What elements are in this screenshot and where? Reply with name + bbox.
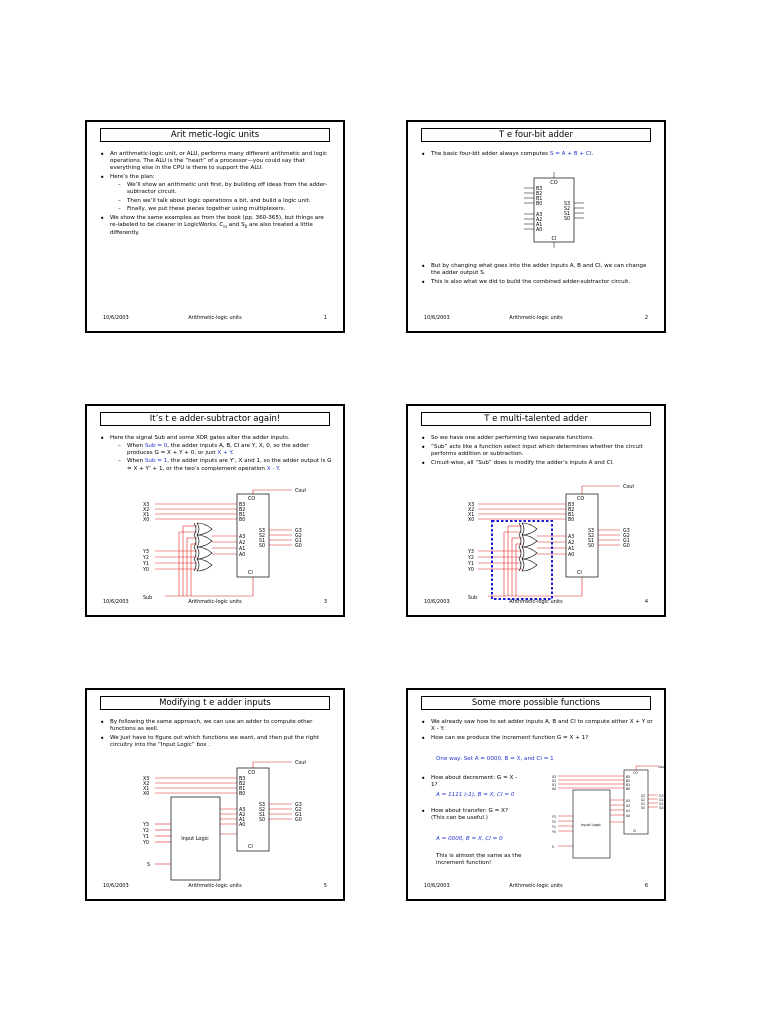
svg-text:Y1: Y1: [468, 562, 474, 567]
co-label: CO: [550, 180, 558, 186]
slide-3: [85, 404, 345, 617]
svg-text:Y3: Y3: [143, 823, 149, 828]
svg-text:S1: S1: [259, 813, 266, 818]
svg-text:CO: CO: [577, 497, 585, 502]
bullet: • Circuit-wise, all “Sub” does is modify the adder’s inputs A and CI.: [420, 460, 654, 467]
slide-footer: [87, 882, 343, 891]
svg-text:X1: X1: [552, 783, 557, 787]
svg-text:X0: X0: [143, 518, 150, 523]
svg-text:S2: S2: [588, 534, 595, 539]
footer-title: Arithmetic-logic units: [188, 883, 242, 889]
bullet: • Here’s the plan: – We’ll show an arithmetic unit first, by building off ideas from the adder-subtractor circuit. – Then we’ll talk about logic operations a bit, and build a logic unit. – Finally, we put these pieces together using multiplexers.: [99, 174, 333, 213]
transfer-answer: A = 0000, B = X, CI = 0: [436, 836, 503, 842]
svg-text:G3: G3: [295, 803, 302, 808]
svg-text:S0: S0: [641, 806, 646, 810]
svg-text:CO: CO: [248, 771, 256, 776]
four-bit-adder-diagram: [408, 172, 668, 252]
svg-text:Y2: Y2: [143, 829, 149, 834]
svg-text:A2: A2: [239, 813, 246, 818]
svg-text:CI: CI: [248, 571, 253, 576]
svg-text:X1: X1: [143, 513, 150, 518]
footer-title: Arithmetic-logic units: [188, 599, 242, 605]
bullet-list: [420, 263, 654, 288]
page-number: 2: [644, 315, 648, 321]
svg-text:G1: G1: [295, 813, 302, 818]
svg-text:Cout: Cout: [623, 485, 635, 490]
svg-text:Y0: Y0: [468, 568, 474, 573]
svg-text:G2: G2: [295, 534, 302, 539]
input-logic-highlight: [492, 521, 552, 599]
svg-text:Y2: Y2: [143, 556, 149, 561]
page-number: 3: [323, 599, 327, 605]
page-number: 5: [323, 883, 327, 889]
svg-text:S0: S0: [588, 544, 595, 549]
svg-text:A3: A3: [626, 799, 631, 803]
svg-text:A1: A1: [536, 223, 543, 228]
svg-text:G1: G1: [659, 802, 664, 806]
svg-text:A3: A3: [239, 808, 246, 813]
slide-2: [406, 120, 666, 333]
svg-text:A0: A0: [239, 823, 246, 828]
input-logic-diagram: [87, 756, 347, 896]
slide-footer: [408, 598, 664, 607]
svg-text:B3: B3: [626, 775, 631, 779]
svg-text:Sub: Sub: [468, 596, 478, 601]
svg-text:Y0: Y0: [143, 841, 149, 846]
svg-text:S0: S0: [259, 544, 266, 549]
footer-date: 10/6/2003: [103, 315, 129, 321]
ci-label: CI: [551, 236, 557, 242]
svg-text:Y3: Y3: [143, 550, 149, 555]
slide-footer: [87, 598, 343, 607]
svg-text:B0: B0: [626, 787, 631, 791]
slide-5: [85, 688, 345, 901]
svg-text:S1: S1: [564, 212, 571, 217]
bullet: • By following the same approach, we can use an adder to compute other functions as well.: [99, 719, 333, 733]
footer-date: 10/6/2003: [424, 315, 450, 321]
svg-text:S3: S3: [564, 202, 571, 207]
svg-text:S0: S0: [259, 818, 266, 823]
svg-text:X0: X0: [468, 518, 475, 523]
bullet-list: [420, 719, 654, 744]
slide-6: [406, 688, 666, 901]
sub-bullet: – Then we’ll talk about logic operations a bit, and build a logic unit.: [110, 198, 333, 205]
page-number: 4: [644, 599, 648, 605]
footer-title: Arithmetic-logic units: [188, 315, 242, 321]
bullet: • So we have one adder performing two separate functions.: [420, 435, 654, 442]
svg-text:A2: A2: [626, 804, 631, 808]
svg-text:G3: G3: [295, 529, 302, 534]
footer-date: 10/6/2003: [103, 883, 129, 889]
sub-bullet: – When Sub = 0, the adder inputs A, B, CI are Y, X, 0, so the adder produces G = X + Y + 0, or just X + Y.: [110, 443, 333, 457]
slide-title: T e four-bit adder: [421, 128, 651, 142]
decrement-answer: A = 1111 (-1), B = X, CI = 0: [436, 792, 515, 798]
svg-text:S1: S1: [588, 539, 595, 544]
bullet-list: [420, 151, 654, 160]
svg-text:CO: CO: [633, 771, 638, 775]
svg-text:S: S: [552, 845, 555, 849]
svg-text:B1: B1: [626, 783, 631, 787]
sub-bullet: – Finally, we put these pieces together using multiplexers.: [110, 206, 333, 213]
svg-text:CI: CI: [633, 829, 637, 833]
svg-text:B1: B1: [239, 787, 246, 792]
svg-text:Y2: Y2: [468, 556, 474, 561]
slide-footer: [408, 882, 664, 891]
bullet: • How about decrement: G = X - 1?: [420, 775, 524, 789]
svg-text:Y3: Y3: [552, 815, 556, 819]
svg-text:B3: B3: [239, 503, 246, 508]
bullet-list: [99, 151, 333, 239]
svg-text:B3: B3: [239, 777, 246, 782]
svg-text:G0: G0: [295, 818, 302, 823]
multi-talented-adder-diagram: [408, 478, 668, 613]
svg-text:Y1: Y1: [143, 835, 149, 840]
svg-text:X3: X3: [552, 775, 557, 779]
svg-text:X2: X2: [468, 508, 475, 513]
svg-text:S3: S3: [259, 803, 266, 808]
svg-text:A0: A0: [536, 228, 543, 233]
svg-text:X0: X0: [552, 787, 557, 791]
slide-title: Some more possible functions: [421, 696, 651, 710]
bullet: • The basic four-bit adder always computes S = A + B + CI.: [420, 151, 654, 158]
footer-date: 10/6/2003: [103, 599, 129, 605]
bullet: • We already saw how to set adder inputs A, B and CI to compute either X + Y or X - Y.: [420, 719, 654, 733]
sub-bullet: – When Sub = 1, the adder inputs are Y’, X and 1, so the adder output is G = X + Y’ + 1, or the two’s complement operation X - Y.: [110, 458, 333, 472]
svg-text:G1: G1: [623, 539, 630, 544]
footer-date: 10/6/2003: [424, 883, 450, 889]
svg-text:G0: G0: [659, 806, 664, 810]
bullet: • Here the signal Sub and some XOR gates alter the adder inputs. – When Sub = 0, the adder inputs A, B, CI are Y, X, 0, so the adder produces G = X + Y + 0, or just X + Y. – When Sub = 1, the adder inputs are Y’, X and 1, so the adder output is G = X + Y’ + 1, or the two’s complement operation X - Y.: [99, 435, 333, 473]
svg-text:S3: S3: [259, 529, 266, 534]
svg-text:Sub: Sub: [143, 596, 153, 601]
slide-title: It’s t e adder-subtractor again!: [100, 412, 330, 426]
svg-text:B0: B0: [239, 792, 246, 797]
bullet: • An arithmetic-logic unit, or ALU, performs many different arithmetic and logic operations. The ALU is the “heart” of a processor—you could say that everything else in the CPU is there to support the ALU.: [99, 151, 333, 173]
svg-text:Cout: Cout: [295, 761, 307, 766]
svg-text:Cout: Cout: [295, 489, 307, 494]
svg-text:B2: B2: [239, 508, 246, 513]
bullet-list: [99, 435, 333, 474]
svg-text:Y2: Y2: [552, 820, 556, 824]
svg-text:Y1: Y1: [143, 562, 149, 567]
svg-text:S2: S2: [259, 808, 266, 813]
svg-text:B1: B1: [239, 513, 246, 518]
slide-title: Modifying t e adder inputs: [100, 696, 330, 710]
svg-text:B3: B3: [536, 187, 543, 192]
bullet: • We show the same examples as from the book (pp. 360-365), but things are re-labeled to be clearer in LogicWorks. $C_{in}$ and $S_0$ are also treated a little differently.: [99, 215, 333, 238]
svg-text:B1: B1: [536, 197, 543, 202]
svg-text:B2: B2: [626, 779, 631, 783]
slide-1: [85, 120, 345, 333]
svg-text:CO: CO: [248, 497, 256, 502]
svg-text:CI: CI: [577, 571, 582, 576]
svg-text:B2: B2: [568, 508, 575, 513]
svg-text:CI: CI: [248, 845, 253, 850]
svg-text:B2: B2: [536, 192, 543, 197]
svg-text:S0: S0: [564, 217, 571, 222]
svg-text:A2: A2: [536, 218, 543, 223]
page-number: 6: [644, 883, 648, 889]
svg-text:S3: S3: [588, 529, 595, 534]
svg-text:G3: G3: [623, 529, 630, 534]
bullet: • We just have to figure out which functions we want, and then put the right circuitry into the “Input Logic” box .: [99, 735, 333, 749]
svg-text:A1: A1: [239, 547, 246, 552]
svg-text:B1: B1: [568, 513, 575, 518]
svg-text:A3: A3: [568, 535, 575, 540]
svg-text:G2: G2: [623, 534, 630, 539]
bullet-list: [420, 808, 524, 824]
slide-4: [406, 404, 666, 617]
input-logic-diagram-small: [538, 762, 668, 882]
footer-date: 10/6/2003: [424, 599, 450, 605]
footer-title: Arithmetic-logic units: [509, 315, 563, 321]
svg-text:B0: B0: [239, 518, 246, 523]
bullet: • How can we produce the increment function G = X + 1?: [420, 735, 654, 742]
footer-title: Arithmetic-logic units: [509, 883, 563, 889]
svg-text:A0: A0: [239, 553, 246, 558]
svg-text:S: S: [147, 863, 151, 868]
svg-text:A3: A3: [239, 535, 246, 540]
pin-labels: [142, 488, 306, 601]
svg-text:A2: A2: [239, 541, 246, 546]
adder-subtractor-diagram: [87, 478, 347, 613]
svg-text:B0: B0: [568, 518, 575, 523]
svg-text:B2: B2: [239, 782, 246, 787]
svg-text:Y3: Y3: [468, 550, 474, 555]
svg-text:Y0: Y0: [143, 568, 149, 573]
svg-text:G0: G0: [295, 544, 302, 549]
svg-text:A0: A0: [568, 553, 575, 558]
bullet: • This is also what we did to build the combined adder-subtractor circuit.: [420, 279, 654, 286]
bullet-list: [99, 719, 333, 751]
svg-text:A2: A2: [568, 541, 575, 546]
svg-text:X2: X2: [143, 508, 150, 513]
svg-text:S3: S3: [641, 794, 646, 798]
bullet-list: [420, 435, 654, 469]
svg-text:S2: S2: [564, 207, 571, 212]
svg-text:A0: A0: [626, 814, 631, 818]
svg-text:G2: G2: [295, 808, 302, 813]
slide-footer: [408, 314, 664, 323]
svg-text:X1: X1: [468, 513, 475, 518]
svg-text:S2: S2: [641, 798, 646, 802]
footer-title: Arithmetic-logic units: [509, 599, 563, 605]
bullet: • How about transfer: G = X? (This can be useful.): [420, 808, 524, 822]
sub-bullet: – We’ll show an arithmetic unit first, by building off ideas from the adder-subtractor circuit.: [110, 182, 333, 196]
svg-text:G0: G0: [623, 544, 630, 549]
sub-bullet-list: [110, 443, 333, 473]
transfer-note: This is almost the same as the increment function!: [436, 853, 522, 867]
svg-text:X0: X0: [143, 792, 150, 797]
svg-text:A1: A1: [239, 818, 246, 823]
svg-text:A1: A1: [568, 547, 575, 552]
svg-text:G1: G1: [295, 539, 302, 544]
increment-answer: One way: Set A = 0000, B = X, and CI = 1: [436, 756, 554, 762]
svg-text:Y0: Y0: [552, 830, 556, 834]
svg-text:Y1: Y1: [552, 825, 556, 829]
slide-title: T e multi-talented adder: [421, 412, 651, 426]
bullet: • But by changing what goes into the adder inputs A, B and CI, we can change the adder output S.: [420, 263, 654, 277]
svg-text:A3: A3: [536, 213, 543, 218]
svg-text:G2: G2: [659, 798, 664, 802]
svg-text:X2: X2: [143, 782, 150, 787]
slide-title: Arit metic-logic units: [100, 128, 330, 142]
svg-text:B0: B0: [536, 202, 543, 207]
slide-footer: [87, 314, 343, 323]
svg-text:X3: X3: [143, 777, 150, 782]
svg-text:B3: B3: [568, 503, 575, 508]
svg-text:Cout: Cout: [658, 765, 666, 769]
bullet: • “Sub” acts like a function select input which determines whether the circuit performs addition or subtraction.: [420, 444, 654, 458]
svg-text:X3: X3: [143, 503, 150, 508]
svg-text:G3: G3: [659, 794, 664, 798]
svg-text:X1: X1: [143, 787, 150, 792]
svg-text:S2: S2: [259, 534, 266, 539]
svg-text:X3: X3: [468, 503, 475, 508]
svg-text:S1: S1: [641, 802, 646, 806]
input-logic-label: Input Logic: [181, 836, 209, 842]
svg-text:A1: A1: [626, 809, 631, 813]
sub-bullet-list: [110, 182, 333, 213]
page-number: 1: [323, 315, 327, 321]
svg-text:S1: S1: [259, 539, 266, 544]
input-logic-label: Input Logic: [581, 823, 601, 827]
bullet-list: [420, 775, 524, 791]
svg-text:X2: X2: [552, 779, 557, 783]
